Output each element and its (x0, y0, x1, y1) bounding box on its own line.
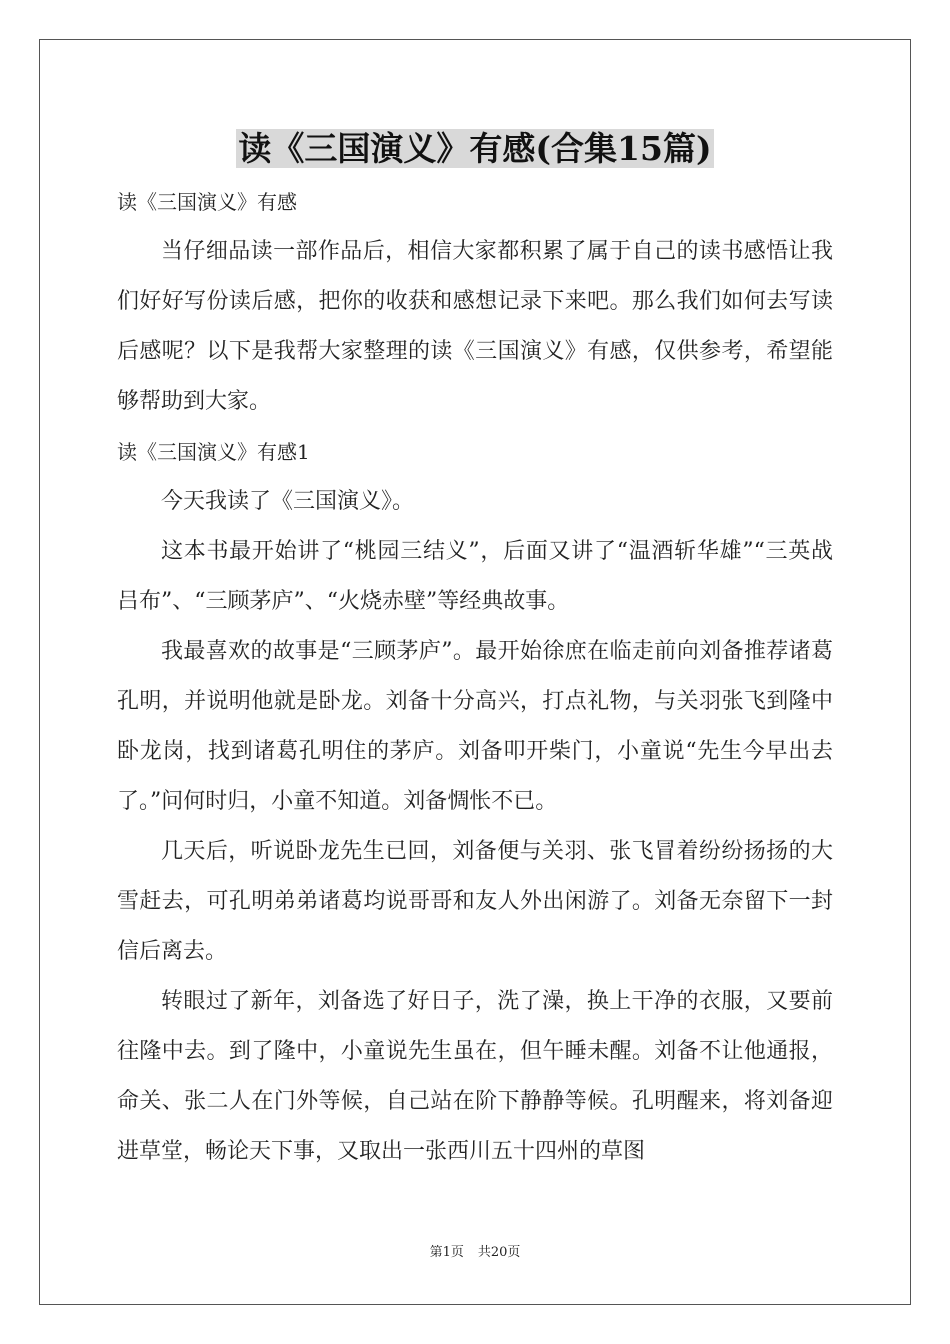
paragraph: 当仔细品读一部作品后，相信大家都积累了属于自己的读书感悟让我们好好写份读后感，把你的收获和感想记录下来吧。那么我们如何去写读后感呢？以下是我帮大家整理的读《三国演义》有感，仅供参考，希望能够帮助到大家。 (117, 239, 833, 414)
page-total: 共20页 (477, 1245, 521, 1260)
document-body (117, 177, 833, 1177)
page-footer (0, 1243, 950, 1263)
section-heading: 读《三国演义》有感1 (117, 440, 310, 464)
paragraph: 我最喜欢的故事是“三顾茅庐”。最开始徐庶在临走前向刘备推荐诸葛孔明，并说明他就是卧龙。刘备十分高兴，打点礼物，与关羽张飞到隆中卧龙岗，找到诸葛孔明住的茅庐。刘备叩开柴门，小童说“先生今早出去了。”问何时归，小童不知道。刘备惆怅不已。 (117, 639, 833, 814)
paragraph: 这本书最开始讲了“桃园三结义”，后面又讲了“温酒斩华雄”“三英战吕布”、“三顾茅庐”、“火烧赤壁”等经典故事。 (117, 539, 833, 614)
section-heading: 读《三国演义》有感 (117, 190, 297, 214)
paragraph: 几天后，听说卧龙先生已回，刘备便与关羽、张飞冒着纷纷扬扬的大雪赶去，可孔明弟弟诸葛均说哥哥和友人外出闲游了。刘备无奈留下一封信后离去。 (117, 839, 833, 964)
document-title: 读《三国演义》有感(合集15篇) (238, 129, 712, 168)
paragraph: 今天我读了《三国演义》。 (161, 489, 415, 514)
page-number: 第1页 (429, 1245, 464, 1260)
paragraph: 转眼过了新年，刘备选了好日子，洗了澡，换上干净的衣服，又要前往隆中去。到了隆中，小童说先生虽在，但午睡未醒。刘备不让他通报，命关、张二人在门外等候，自己站在阶下静静等候。孔明醒来，将刘备迎进草堂，畅论天下事，又取出一张西川五十四州的草图 (117, 989, 833, 1164)
